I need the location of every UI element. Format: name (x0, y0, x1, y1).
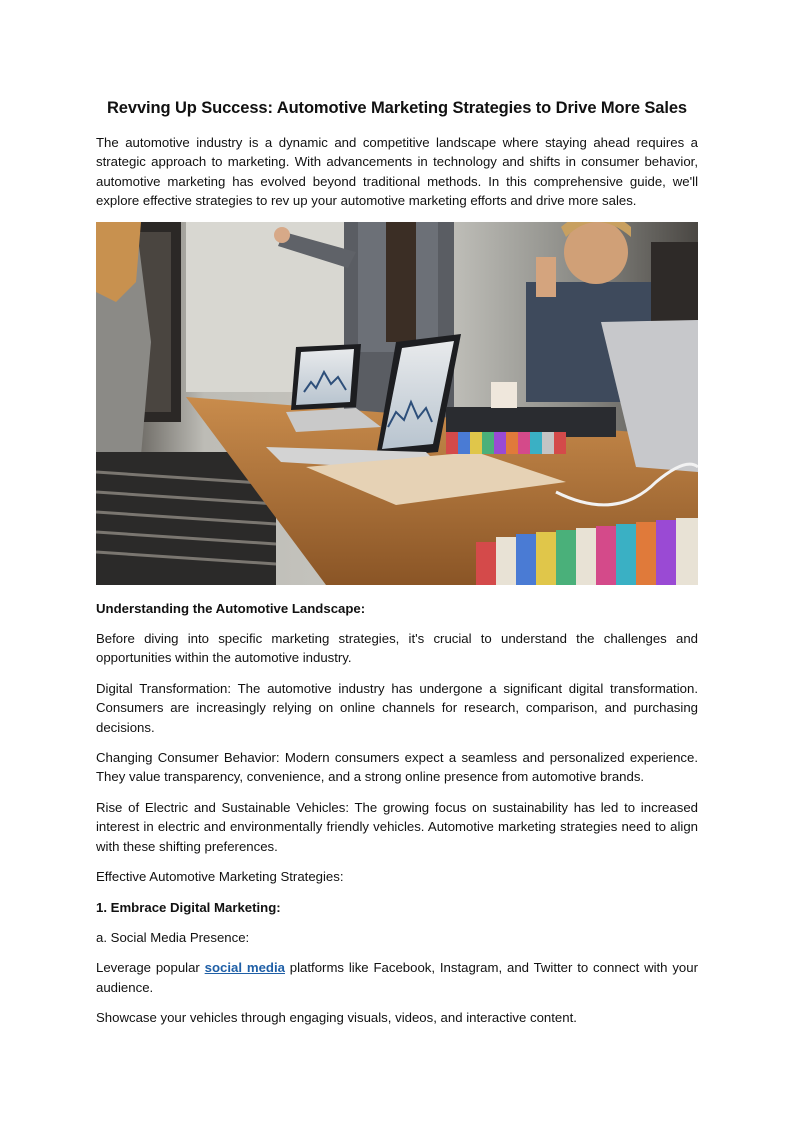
subheading-social-media: a. Social Media Presence: (96, 929, 250, 945)
intro-paragraph: The automotive industry is a dynamic and competitive landscape where staying ahead requires a strategic approach to marketing. With advancements in technology and shifts in consumer behavior, automotive marketing has evolved beyond traditional methods. In this comprehensive guide, we'll explore effective strategies to rev up your automotive marketing efforts and drive more sales. (96, 135, 698, 209)
subheading-digital-marketing: 1. Embrace Digital Marketing: (96, 899, 281, 915)
section-heading-strategies: Effective Automotive Marketing Strategies: (96, 869, 344, 885)
meeting-photo (96, 222, 698, 585)
social-text-after: platforms like Facebook, Instagram, and Twitter to connect with your audience. (96, 960, 698, 995)
social-text-before: Leverage popular (96, 960, 205, 976)
document-page (96, 97, 698, 1039)
social-media-paragraph (96, 958, 698, 997)
section-intro-paragraph: Before diving into specific marketing strategies, it's crucial to understand the challenges and opportunities within the automotive industry. (96, 631, 698, 666)
social-media-link[interactable]: social media (204, 960, 285, 976)
section-heading-landscape: Understanding the Automotive Landscape: (96, 600, 366, 616)
consumer-behavior-paragraph: Changing Consumer Behavior: Modern consumers expect a seamless and personalized experience. They value transparency, convenience, and a strong online presence from automotive brands. (96, 750, 698, 785)
article-title: Revving Up Success: Automotive Marketing Strategies to Drive More Sales (106, 99, 688, 117)
electric-vehicles-paragraph: Rise of Electric and Sustainable Vehicles: The growing focus on sustainability has led to increased interest in electric and environmentally friendly vehicles. Automotive marketing strategies need to align with these shifting preferences. (96, 799, 698, 854)
digital-transformation-paragraph: Digital Transformation: The automotive industry has undergone a significant digital transformation. Consumers are increasingly relying on online channels for research, comparison, and purchasing decisions. (96, 680, 698, 735)
showcase-paragraph: Showcase your vehicles through engaging visuals, videos, and interactive content. (96, 1010, 577, 1026)
